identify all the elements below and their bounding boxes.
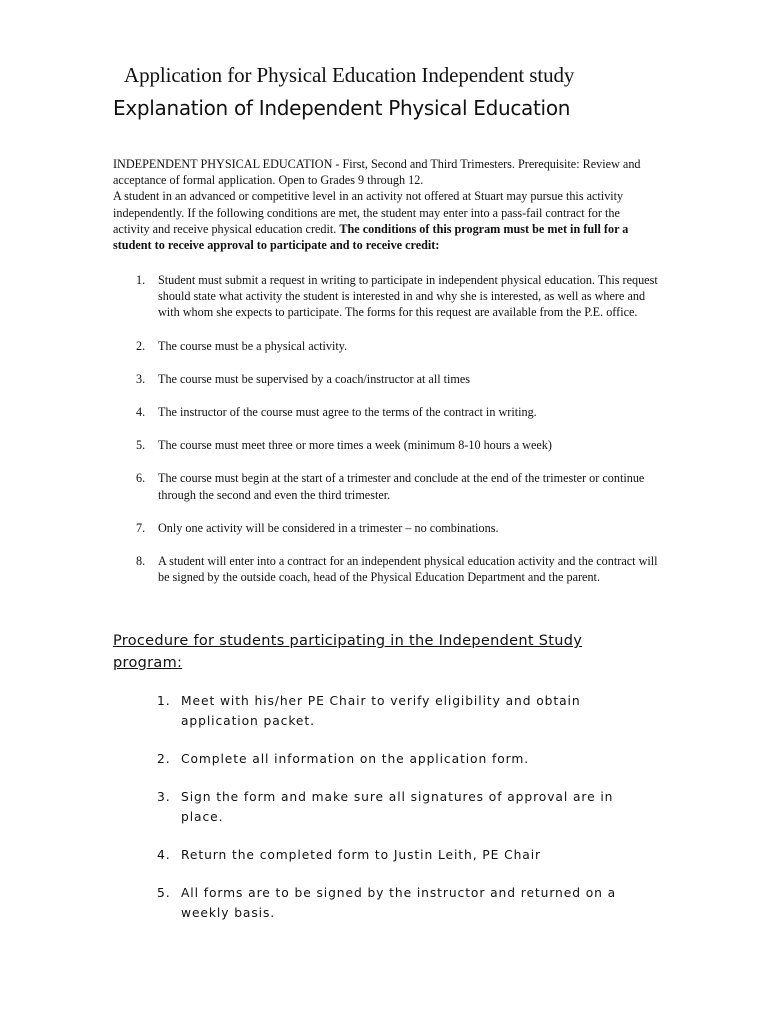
condition-number: 1.: [136, 273, 146, 287]
intro-paragraph-course: INDEPENDENT PHYSICAL EDUCATION - First, Second and Third Trimesters. Prerequisite: Review and acceptance of formal application. Open to Grades 9 through 12.: [113, 157, 641, 188]
condition-text: Student must submit a request in writing to participate in independent physical education. This request should state what activity the student is interested in and why she is interested, as well as where and with whom she expects to participate. The forms for this request are available from the P.E. office.: [158, 273, 658, 320]
intro-paragraph-conditions: [113, 188, 653, 253]
condition-item: [113, 470, 658, 502]
conditions-list: [113, 272, 658, 585]
procedure-step: [113, 883, 633, 923]
condition-text: The instructor of the course must agree to the terms of the contract in writing.: [158, 405, 537, 420]
procedure-step-text: Return the completed form to Justin Leith, PE Chair: [181, 848, 541, 862]
condition-number: 8.: [136, 554, 146, 569]
condition-number: 7.: [136, 520, 146, 535]
procedure-step: [113, 845, 633, 865]
procedure-step-text: Sign the form and make sure all signatures of approval are in place.: [181, 790, 614, 824]
procedure-step-text: Meet with his/her PE Chair to verify eligibility and obtain application packet.: [181, 694, 581, 728]
intro-conditions-bold: The conditions of this program must be met in full for a student to receive approval to participate and to receive credit:: [113, 221, 629, 253]
procedure-step-number: 4.: [157, 848, 171, 862]
document-subtitle: Explanation of Independent Physical Education: [113, 96, 571, 120]
condition-text: Only one activity will be considered in a trimester – no combinations.: [158, 520, 499, 535]
procedure-step-number: 2.: [157, 752, 171, 766]
condition-number: 3.: [136, 371, 146, 386]
procedure-step-number: 5.: [157, 886, 171, 900]
intro-conditions-text: A student in an advanced or competitive level in an activity not offered at Stuart may pursue this activity independently. If the following conditions are met, the student may enter into a pass-fail contract for the activity and receive physical education credit.: [113, 189, 624, 236]
procedure-step: [113, 749, 633, 769]
condition-number: 4.: [136, 405, 146, 420]
condition-text: A student will enter into a contract for an independent physical education activity and the contract will be signed by the outside coach, head of the Physical Education Department and the parent.: [158, 554, 658, 585]
condition-number: 5.: [136, 438, 146, 453]
condition-text: The course must meet three or more times a week (minimum 8-10 hours a week): [158, 438, 552, 453]
procedure-step-number: 1.: [157, 694, 171, 708]
intro-section: [113, 156, 653, 253]
condition-item: [113, 404, 658, 420]
condition-item: [113, 520, 658, 536]
condition-item: [113, 338, 658, 354]
procedure-step-text: All forms are to be signed by the instructor and returned on a weekly basis.: [181, 886, 617, 920]
procedure-step: [113, 691, 633, 731]
condition-item: [113, 553, 658, 585]
condition-text: The course must be a physical activity.: [158, 338, 348, 353]
condition-item: [113, 371, 658, 387]
condition-number: 2.: [136, 338, 146, 353]
document-title: Application for Physical Education Independent study: [124, 63, 575, 87]
condition-number: 6.: [136, 471, 146, 486]
condition-text: The course must be supervised by a coach/instructor at all times: [158, 371, 471, 386]
procedure-step: [113, 787, 633, 827]
condition-item: [113, 437, 658, 453]
procedure-step-text: Complete all information on the application form.: [181, 752, 530, 766]
condition-text: The course must begin at the start of a trimester and conclude at the end of the trimester or continue through the second and even the third trimester.: [158, 471, 645, 502]
procedure-step-number: 3.: [157, 790, 171, 804]
procedure-heading: Procedure for students participating in the Independent Study program:: [113, 633, 583, 671]
procedure-list: [113, 691, 633, 923]
condition-item: [113, 272, 658, 321]
